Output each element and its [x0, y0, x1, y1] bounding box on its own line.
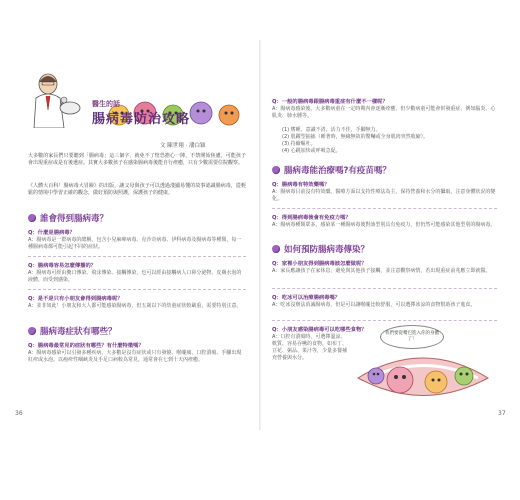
answer: A：吃冰沒辦法消滅腸病毒，但是可以讓喉嚨比較舒服，可以選擇冰涼的食物幫助孩子進食。 — [272, 302, 476, 308]
section-title: 如何預防腸病毒傳染？ — [284, 245, 370, 255]
symptom-item: (1) 嗜睡、意識不清、活力不佳、手腳無力。 — [282, 127, 381, 133]
section-title: 誰會得到腸病毒？ — [40, 214, 109, 224]
section-heading — [272, 164, 391, 176]
question: Q：腸病毒有特效藥嗎？ — [272, 182, 330, 188]
bullet-icon — [28, 327, 36, 335]
intro-paragraph-1: 大多數的家長們只要聽到「腸病毒」這三個字，就免不了惶恐擔心一陣，不禁開始焦慮，可能孩子會出現重症或是有後遺症。其實大多數孩子在感染腸病毒後能自行痊癒，只有少數需要住院觀察。 — [28, 153, 246, 166]
article-title: 腸病毒防治攻略 — [92, 112, 191, 127]
question: Q：什麼是腸病毒？ — [28, 230, 75, 236]
question: Q：腸病毒容易怎麼傳播的？ — [28, 263, 97, 269]
question: Q：得到腸病毒後會有免疫力嗎？ — [272, 215, 351, 221]
divider — [272, 288, 497, 290]
question: Q：小朋友感染腸病毒可以吃哪些食物？ — [272, 327, 367, 333]
divider — [28, 289, 246, 291]
section-title: 腸病毒症狀有哪些？ — [40, 327, 117, 337]
answer: A：並非如此！小朋友和大人都可能感染腸病毒，但五歲以下的幼童症狀較嚴重，需要特別注意。 — [28, 303, 242, 309]
speech-bubble: 我們要從嘴巴進入你的身體了！ — [380, 325, 444, 349]
symptom-item: (3) 持續嘔吐。 — [282, 141, 316, 147]
section-heading — [28, 325, 117, 337]
question: Q：家裡小朋友得到腸病毒該怎麼做呢？ — [272, 261, 367, 267]
divider — [28, 256, 246, 258]
answer: A：腸病毒目前沒有特效藥。醫療方面以支持性療法為主，保持營養和水分的攝取，注意身體狀況的變化。 — [272, 189, 496, 202]
section-heading — [272, 243, 369, 255]
right-page — [260, 0, 520, 500]
section-title: 腸病毒能治療嗎?有疫苗嗎？ — [284, 166, 391, 176]
answer: A：腸病毒種類眾多，感染某一種腸病毒後對該型別具有免疫力，但仍然可能感染其他型別的腸病毒。 — [272, 222, 496, 228]
bullet-icon — [272, 166, 280, 174]
answer: A：腸病毒是一群病毒的總稱，包含小兒麻痺病毒、克沙奇病毒、伊科病毒及腸病毒等種類，每一種腸病毒都可能引起不同的症狀。 — [28, 237, 242, 250]
answer: A：腸病毒感染後，大多數病童在一定時期內會逐漸痊癒，但少數病童可能會併發重症，例如腦炎、心肌炎、肺水腫等。 — [272, 106, 496, 119]
answer: A：腸病毒感染可以引發多種疾病，大多數是沒有症狀或只有發燒、喉嚨痛、口腔潰瘍、手腳出現紅疹或水泡。以疱疹性咽峽炎及手足口病較為常見，通常會在七到十天內痊癒。 — [28, 350, 242, 363]
section-heading — [28, 212, 108, 224]
question: Q：吃冰可以治療腸病毒嗎？ — [272, 295, 341, 301]
intro-paragraph-2: 《人體大百科！腸病毒大冒險》的出版，讓父母與孩子可以透過淺顯易懂的故事認識腸病毒，從輕鬆的情境中學習正確的觀念，做好預防與照護，保護孩子的健康。 — [28, 183, 246, 196]
answer: A：腸病毒可經由糞口傳染、飛沫傳染、接觸傳染，也可以經由接觸病人口鼻分泌物、皮膚水泡的液體，而受到感染。 — [28, 270, 242, 283]
question: Q：腸病毒最常見的症狀有哪些？有什麼特徵嗎？ — [28, 343, 144, 349]
divider — [272, 208, 497, 210]
symptom-item: (4) 心跳加快或呼吸急促。 — [282, 148, 341, 154]
question: Q：是不是只有小朋友會得到腸病毒呢？ — [28, 296, 123, 302]
question: Q：一般的腸病毒跟腸病毒重症有什麼不一樣呢？ — [272, 99, 388, 105]
answer: A：家長應讓孩子在家休息，避免與其他孩子接觸，並注意觀察病情，若出現重症前兆應立即就醫。 — [272, 268, 491, 274]
doctor-illustration — [20, 70, 90, 128]
symptom-item: (2) 肌躍型抽搐（睡著時，無緣無故的驚嚇或全身肌肉突然收縮）。 — [282, 134, 429, 140]
bullet-icon — [272, 245, 280, 253]
series-label: 醫生的話 — [92, 100, 120, 108]
bullet-icon — [28, 214, 36, 222]
byline: 文 陳世翔 · 潘白穎 — [160, 143, 206, 149]
page-number: 36 — [15, 410, 23, 417]
answer: A：口腔有潰瘍時，可選擇溫涼、軟質、容易吞嚥的食物，如布丁、豆花、粥品、果汁等，少量多餐補充營養與水分。 — [272, 334, 348, 361]
page-number: 37 — [498, 410, 506, 417]
